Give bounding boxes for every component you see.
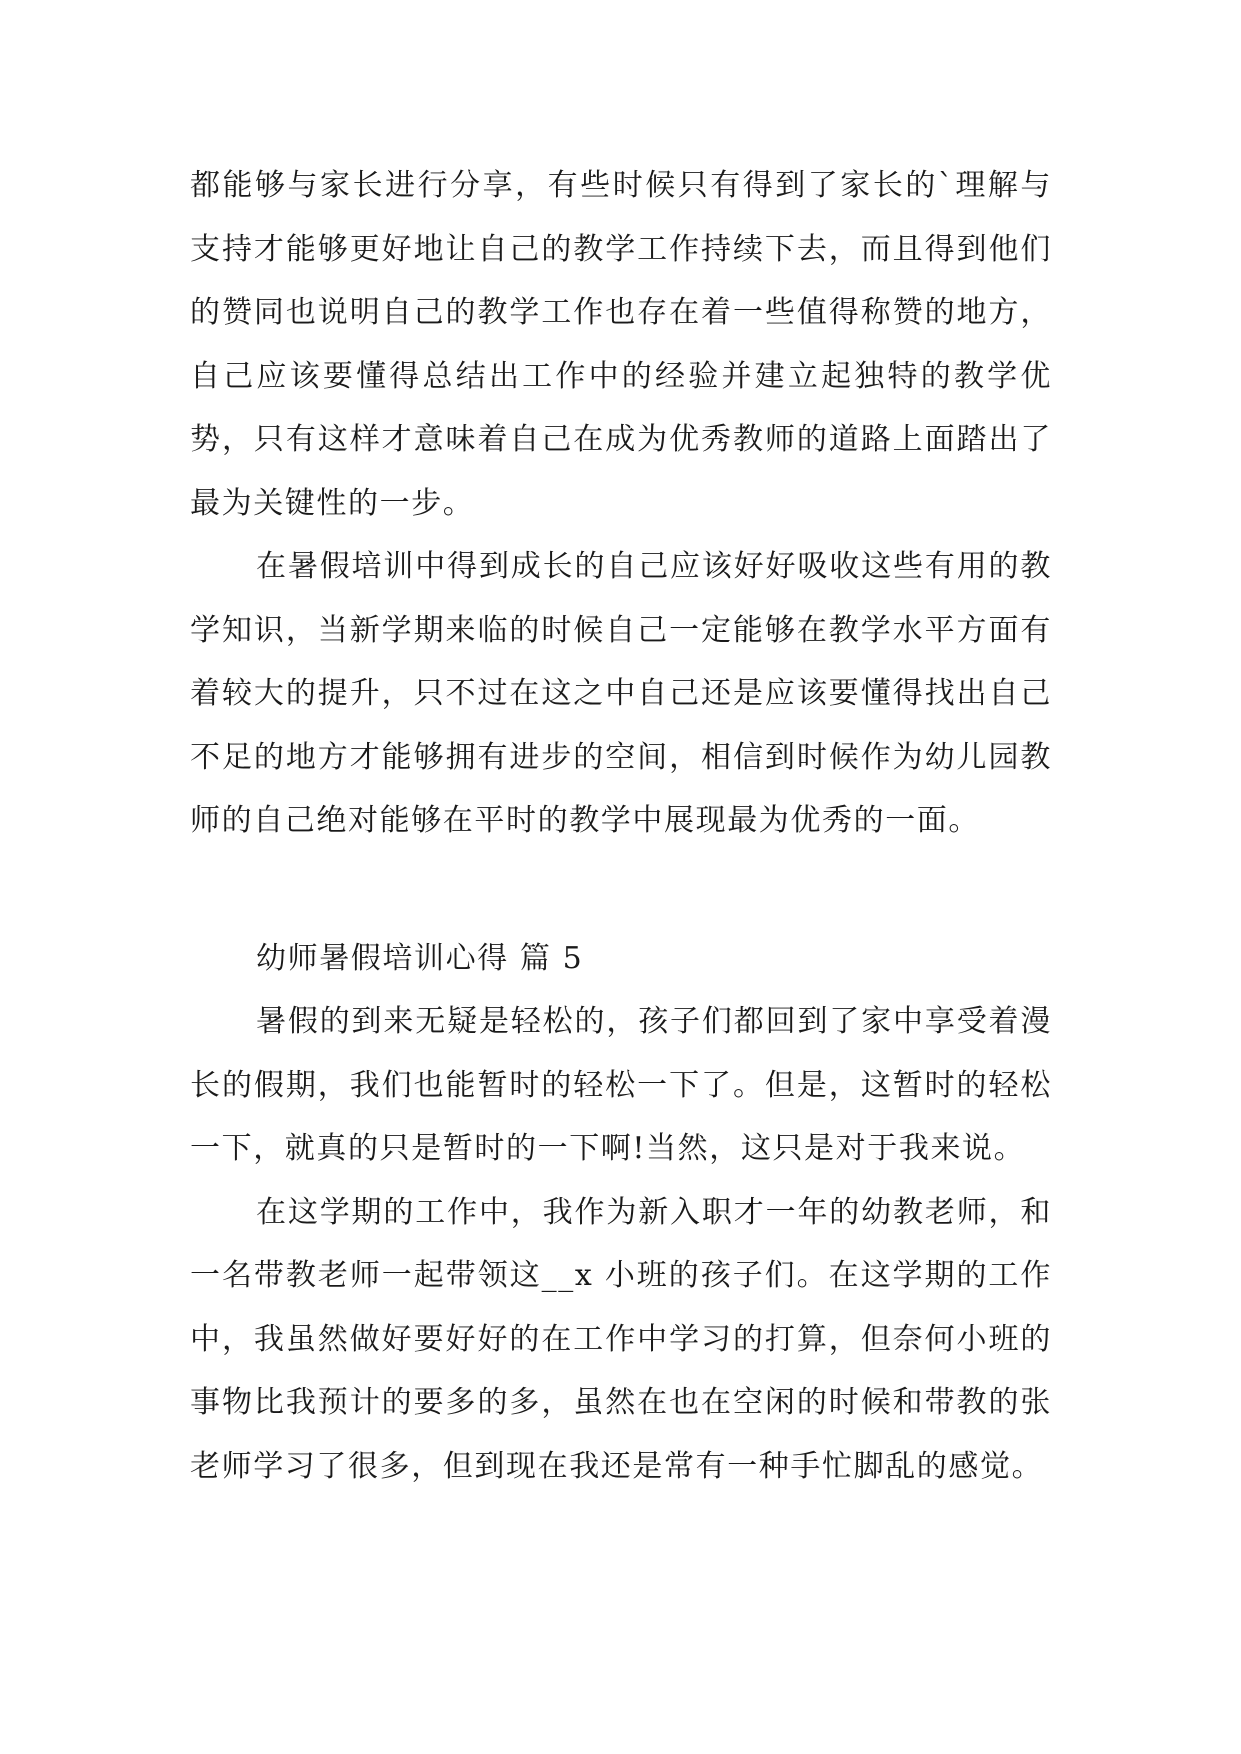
paragraph: 在暑假培训中得到成长的自己应该好好吸收这些有用的教学知识，当新学期来临的时候自己一定能够在教学水平方面有着较大的提升，只不过在这之中自己还是应该要懂得找出自己不足的地方才能够拥有进步的空间，相信到时候作为幼儿园教师的自己绝对能够在平时的教学中展现最为优秀的一面。 (190, 549, 1052, 838)
paragraph-continued: 都能够与家长进行分享，有些时候只有得到了家长的`理解与支持才能够更好地让自己的教学工作持续下去，而且得到他们的赞同也说明自己的教学工作也存在着一些值得称赞的地方，自己应该要懂得总结出工作中的经验并建立起独特的教学优势，只有这样才意味着自己在成为优秀教师的道路上面踏出了最为关键性的一步。 (190, 168, 1052, 521)
paragraph: 暑假的到来无疑是轻松的，孩子们都回到了家中享受着漫长的假期，我们也能暂时的轻松一下了。但是，这暂时的轻松一下，就真的只是暂时的一下啊!当然，这只是对于我来说。 (190, 1004, 1052, 1166)
section-heading: 幼师暑假培训心得 篇 5 (256, 940, 584, 976)
document-body (190, 154, 1052, 1498)
section-spacer (190, 853, 1052, 927)
paragraph: 在这学期的工作中，我作为新入职才一年的幼教老师，和一名带教老师一起带领这__x 小班的孩子们。在这学期的工作中，我虽然做好要好好的在工作中学习的打算，但奈何小班的事物比我预计的要多的多，虽然在也在空闲的时候和带教的张老师学习了很多，但到现在我还是常有一种手忙脚乱的感觉。 (190, 1194, 1052, 1484)
